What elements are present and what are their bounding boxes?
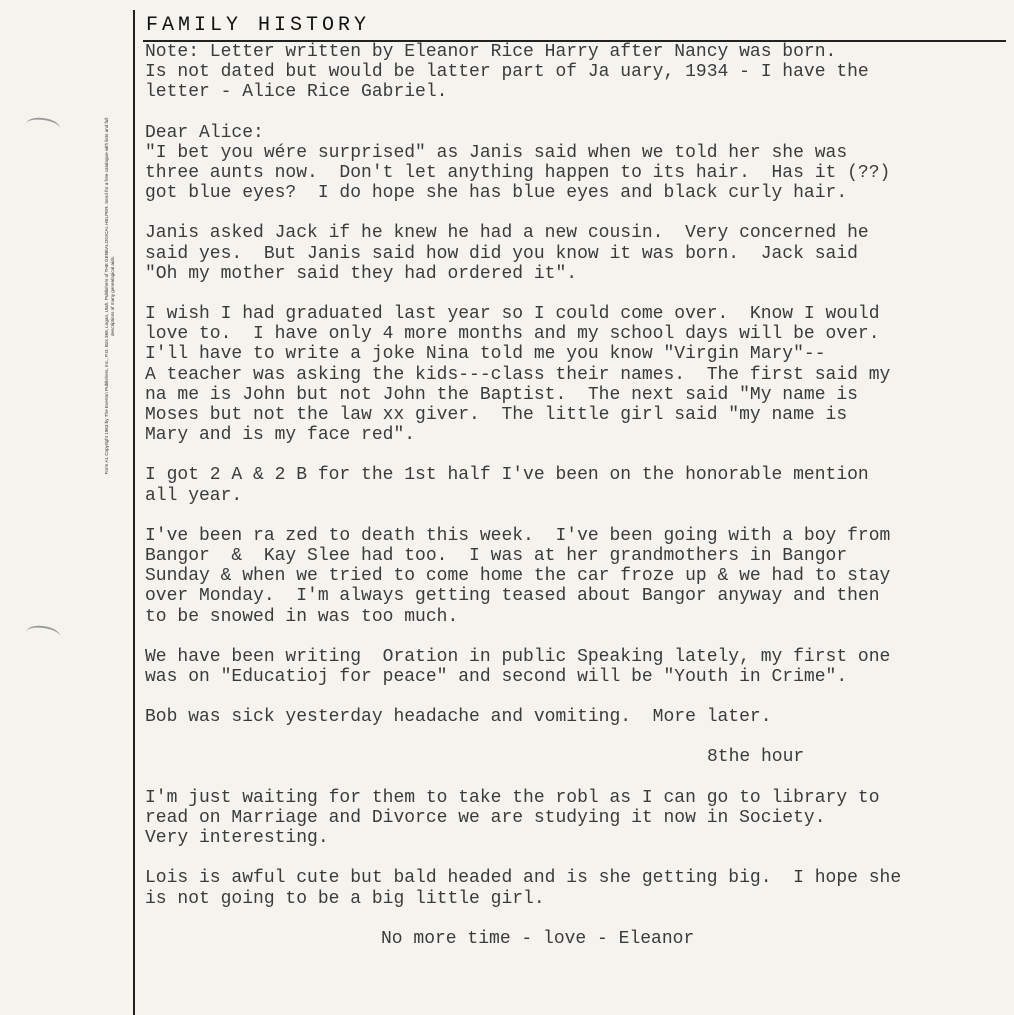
paragraph-line: Sunday & when we tried to come home the car froze up & we had to stay bbox=[145, 566, 891, 587]
paragraph-line: "I bet you wére surprised" as Janis said when we told her she was bbox=[145, 142, 848, 163]
letter-body bbox=[145, 42, 1005, 949]
paragraph-line: three aunts now. Don't let anything happen to its hair. Has it (??) bbox=[145, 163, 891, 184]
note-line: Note: Letter written by Eleanor Rice Harry after Nancy was born. bbox=[145, 42, 837, 62]
paragraph-line: read on Marriage and Divorce we are studying it now in Society. bbox=[145, 807, 826, 828]
note-line: Is not dated but would be latter part of Ja uary, 1934 - I have the bbox=[145, 62, 869, 83]
punch-hole-mark bbox=[25, 116, 61, 137]
paragraph-line: I'll have to write a joke Nina told me you know "Virgin Mary"-- bbox=[145, 344, 826, 365]
paragraph-line: Moses but not the law xx giver. The little girl said "my name is bbox=[145, 405, 848, 426]
paragraph-line: over Monday. I'm always getting teased about Bangor anyway and then bbox=[145, 586, 880, 607]
paragraph-line: Janis asked Jack if he knew he had a new cousin. Very concerned he bbox=[145, 223, 869, 244]
paragraph-line: Bangor & Kay Slee had too. I was at her grandmothers in Bangor bbox=[145, 546, 848, 567]
punch-hole-mark bbox=[25, 624, 61, 645]
signoff: No more time - love - Eleanor bbox=[381, 928, 695, 949]
paragraph-line: Very interesting. bbox=[145, 828, 329, 849]
paragraph-line: I'm just waiting for them to take the robl as I can go to library to bbox=[145, 787, 880, 808]
paragraph-line: "Oh my mother said they had ordered it". bbox=[145, 263, 578, 284]
paragraph-line: was on "Educatioj for peace" and second will be "Youth in Crime". bbox=[145, 667, 848, 688]
form-copyright-notice: Form A1 Copyright 1963 by The Everton Publishers, Inc., P.O. Box 368, Logan, Utah. Publishers of THE GENEALOGICAL HELPER. Send for a free catalogue with lists and full descriptions of many genealogical aids. bbox=[104, 117, 115, 475]
time-marker: 8the hour bbox=[707, 747, 805, 768]
note-line: letter - Alice Rice Gabriel. bbox=[145, 82, 448, 103]
salutation: Dear Alice: bbox=[145, 122, 264, 143]
paragraph-line: I wish I had graduated last year so I could come over. Know I would bbox=[145, 304, 880, 325]
paragraph-line: got blue eyes? I do hope she has blue eyes and black curly hair. bbox=[145, 183, 848, 204]
paragraph-line: na me is John but not John the Baptist. The next said "My name is bbox=[145, 384, 858, 405]
paragraph-line: I've been ra zed to death this week. I've been going with a boy from bbox=[145, 525, 891, 546]
paragraph-line: said yes. But Janis said how did you know it was born. Jack said bbox=[145, 243, 858, 264]
paragraph-line: Mary and is my face red". bbox=[145, 425, 416, 446]
page-title: FAMILY HISTORY bbox=[146, 14, 371, 37]
paragraph-line: Bob was sick yesterday headache and vomiting. More later. bbox=[145, 707, 772, 728]
paragraph-line: all year. bbox=[145, 485, 243, 506]
margin-rule bbox=[133, 10, 135, 1015]
paragraph-line: I got 2 A & 2 B for the 1st half I've been on the honorable mention bbox=[145, 465, 869, 486]
paragraph-line: to be snowed in was too much. bbox=[145, 606, 459, 627]
paragraph-line: A teacher was asking the kids---class their names. The first said my bbox=[145, 364, 891, 385]
paragraph-line: is not going to be a big little girl. bbox=[145, 888, 545, 909]
paragraph-line: love to. I have only 4 more months and my school days will be over. bbox=[145, 324, 880, 345]
paragraph-line: We have been writing Oration in public Speaking lately, my first one bbox=[145, 646, 891, 667]
paragraph-line: Lois is awful cute but bald headed and is she getting big. I hope she bbox=[145, 868, 902, 889]
